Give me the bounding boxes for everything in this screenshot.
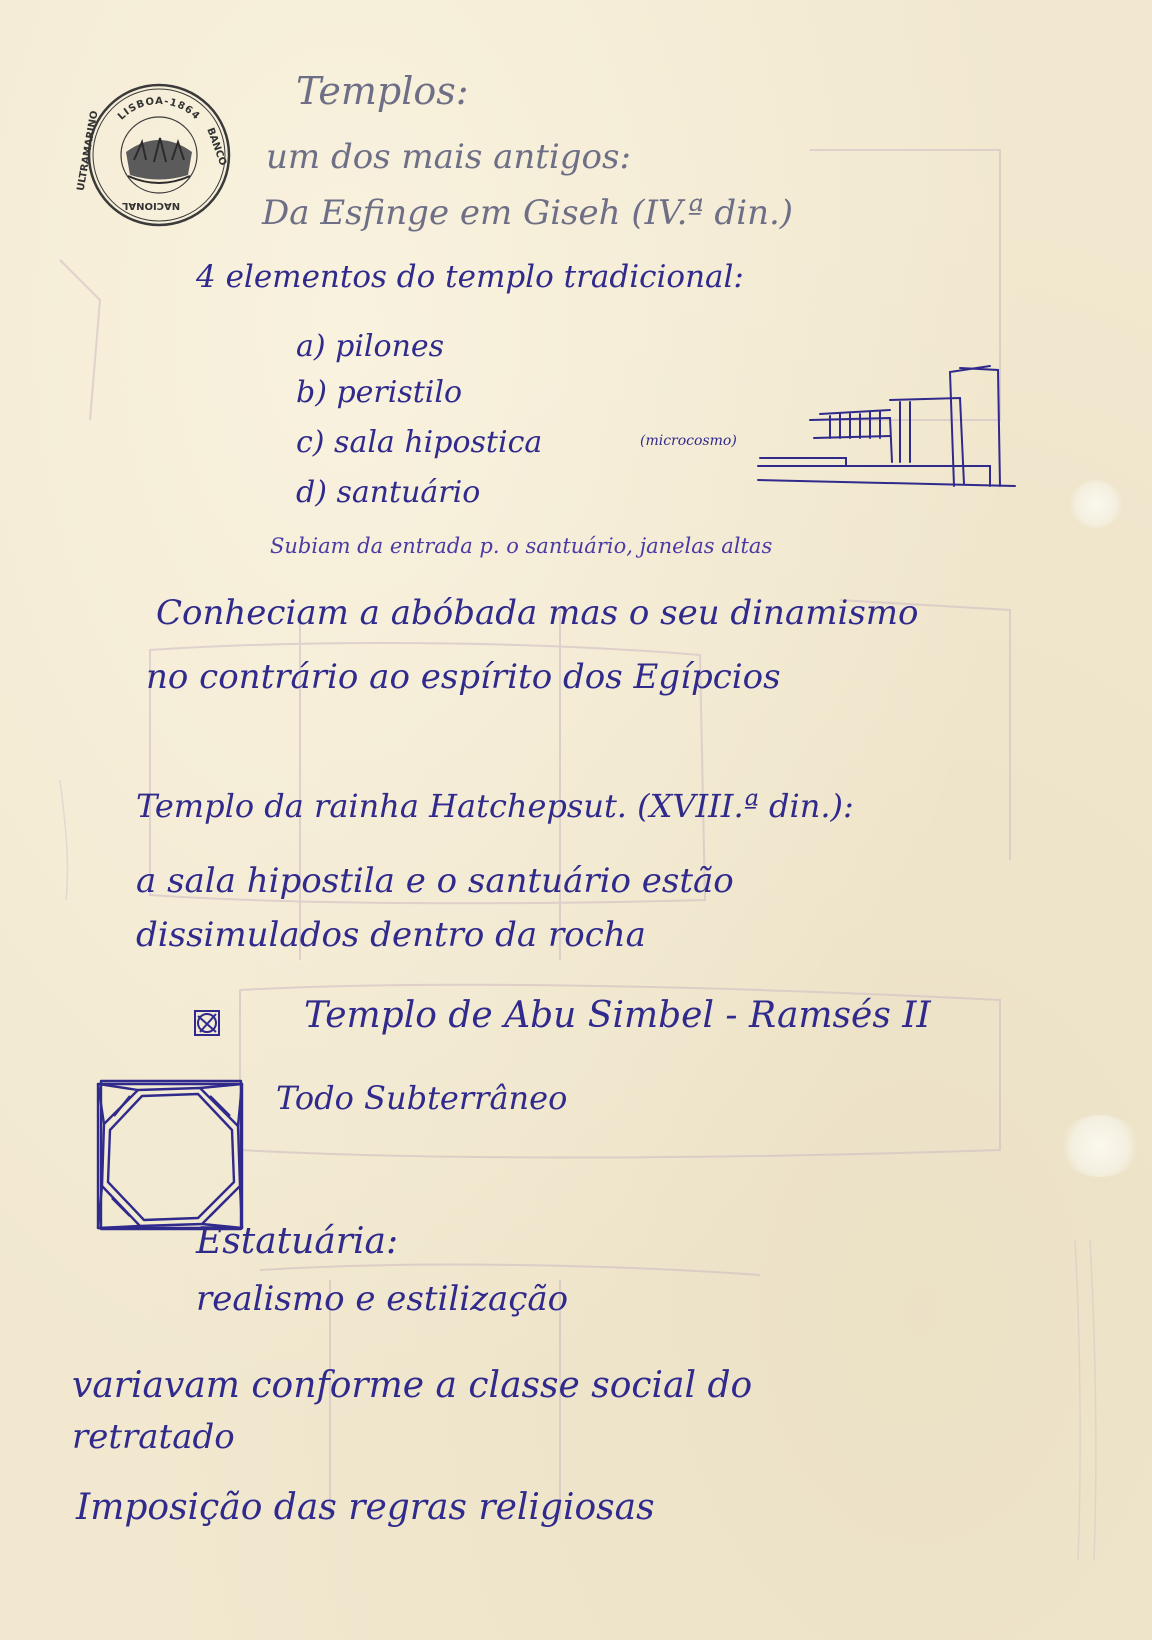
note-line: 4 elementos do templo tradicional: [196,259,744,295]
list-item-peristilo: b) peristilo [296,375,463,410]
heading-templos: Templos: [296,69,469,113]
seal-left-text: ULTRAMARINO [75,110,101,192]
seal-top-text: LISBOA-1864 [116,95,202,123]
bullet-mark [192,1008,222,1038]
note-line: realismo e estilização [196,1279,569,1319]
list-item-sala: c) sala hipostica [296,425,543,460]
note-line: dissimulados dentro da rocha [136,915,646,955]
list-item-sala-note: (microcosmo) [640,433,737,449]
octagon-plan-sketch [90,1076,250,1236]
list-item-pilones: a) pilones [296,329,445,364]
list-item-santuario: d) santuário [296,475,481,510]
note-line: Conheciam a abóbada mas o seu dinamismo [156,593,919,633]
note-line: Subiam da entrada p. o santuário, janelas altas [270,534,773,558]
paper-stain [1060,1115,1140,1177]
seal-right-text: BANCO [204,126,229,168]
paper-stain [1070,480,1122,528]
temple-sketch [750,362,1050,512]
note-line: Templo da rainha Hatchepsut. (XVIII.ª din.): [136,787,854,825]
note-line: retratado [72,1417,235,1457]
note-line: Todo Subterrâneo [276,1079,568,1117]
note-line-estatuaria: Estatuária: [196,1221,399,1262]
seal-bottom-text: NACIONAL [122,200,181,211]
note-line: no contrário ao espírito dos Egípcios [146,657,781,697]
note-line: Da Esfinge em Giseh (IV.ª din.) [262,193,794,233]
note-line: a sala hipostila e o santuário estão [136,861,734,901]
note-line: um dos mais antigos: [266,137,631,177]
note-line: Templo de Abu Simbel - Ramsés II [304,995,931,1036]
note-line: Imposição das regras religiosas [76,1487,655,1528]
note-line: variavam conforme a classe social do [72,1365,753,1406]
